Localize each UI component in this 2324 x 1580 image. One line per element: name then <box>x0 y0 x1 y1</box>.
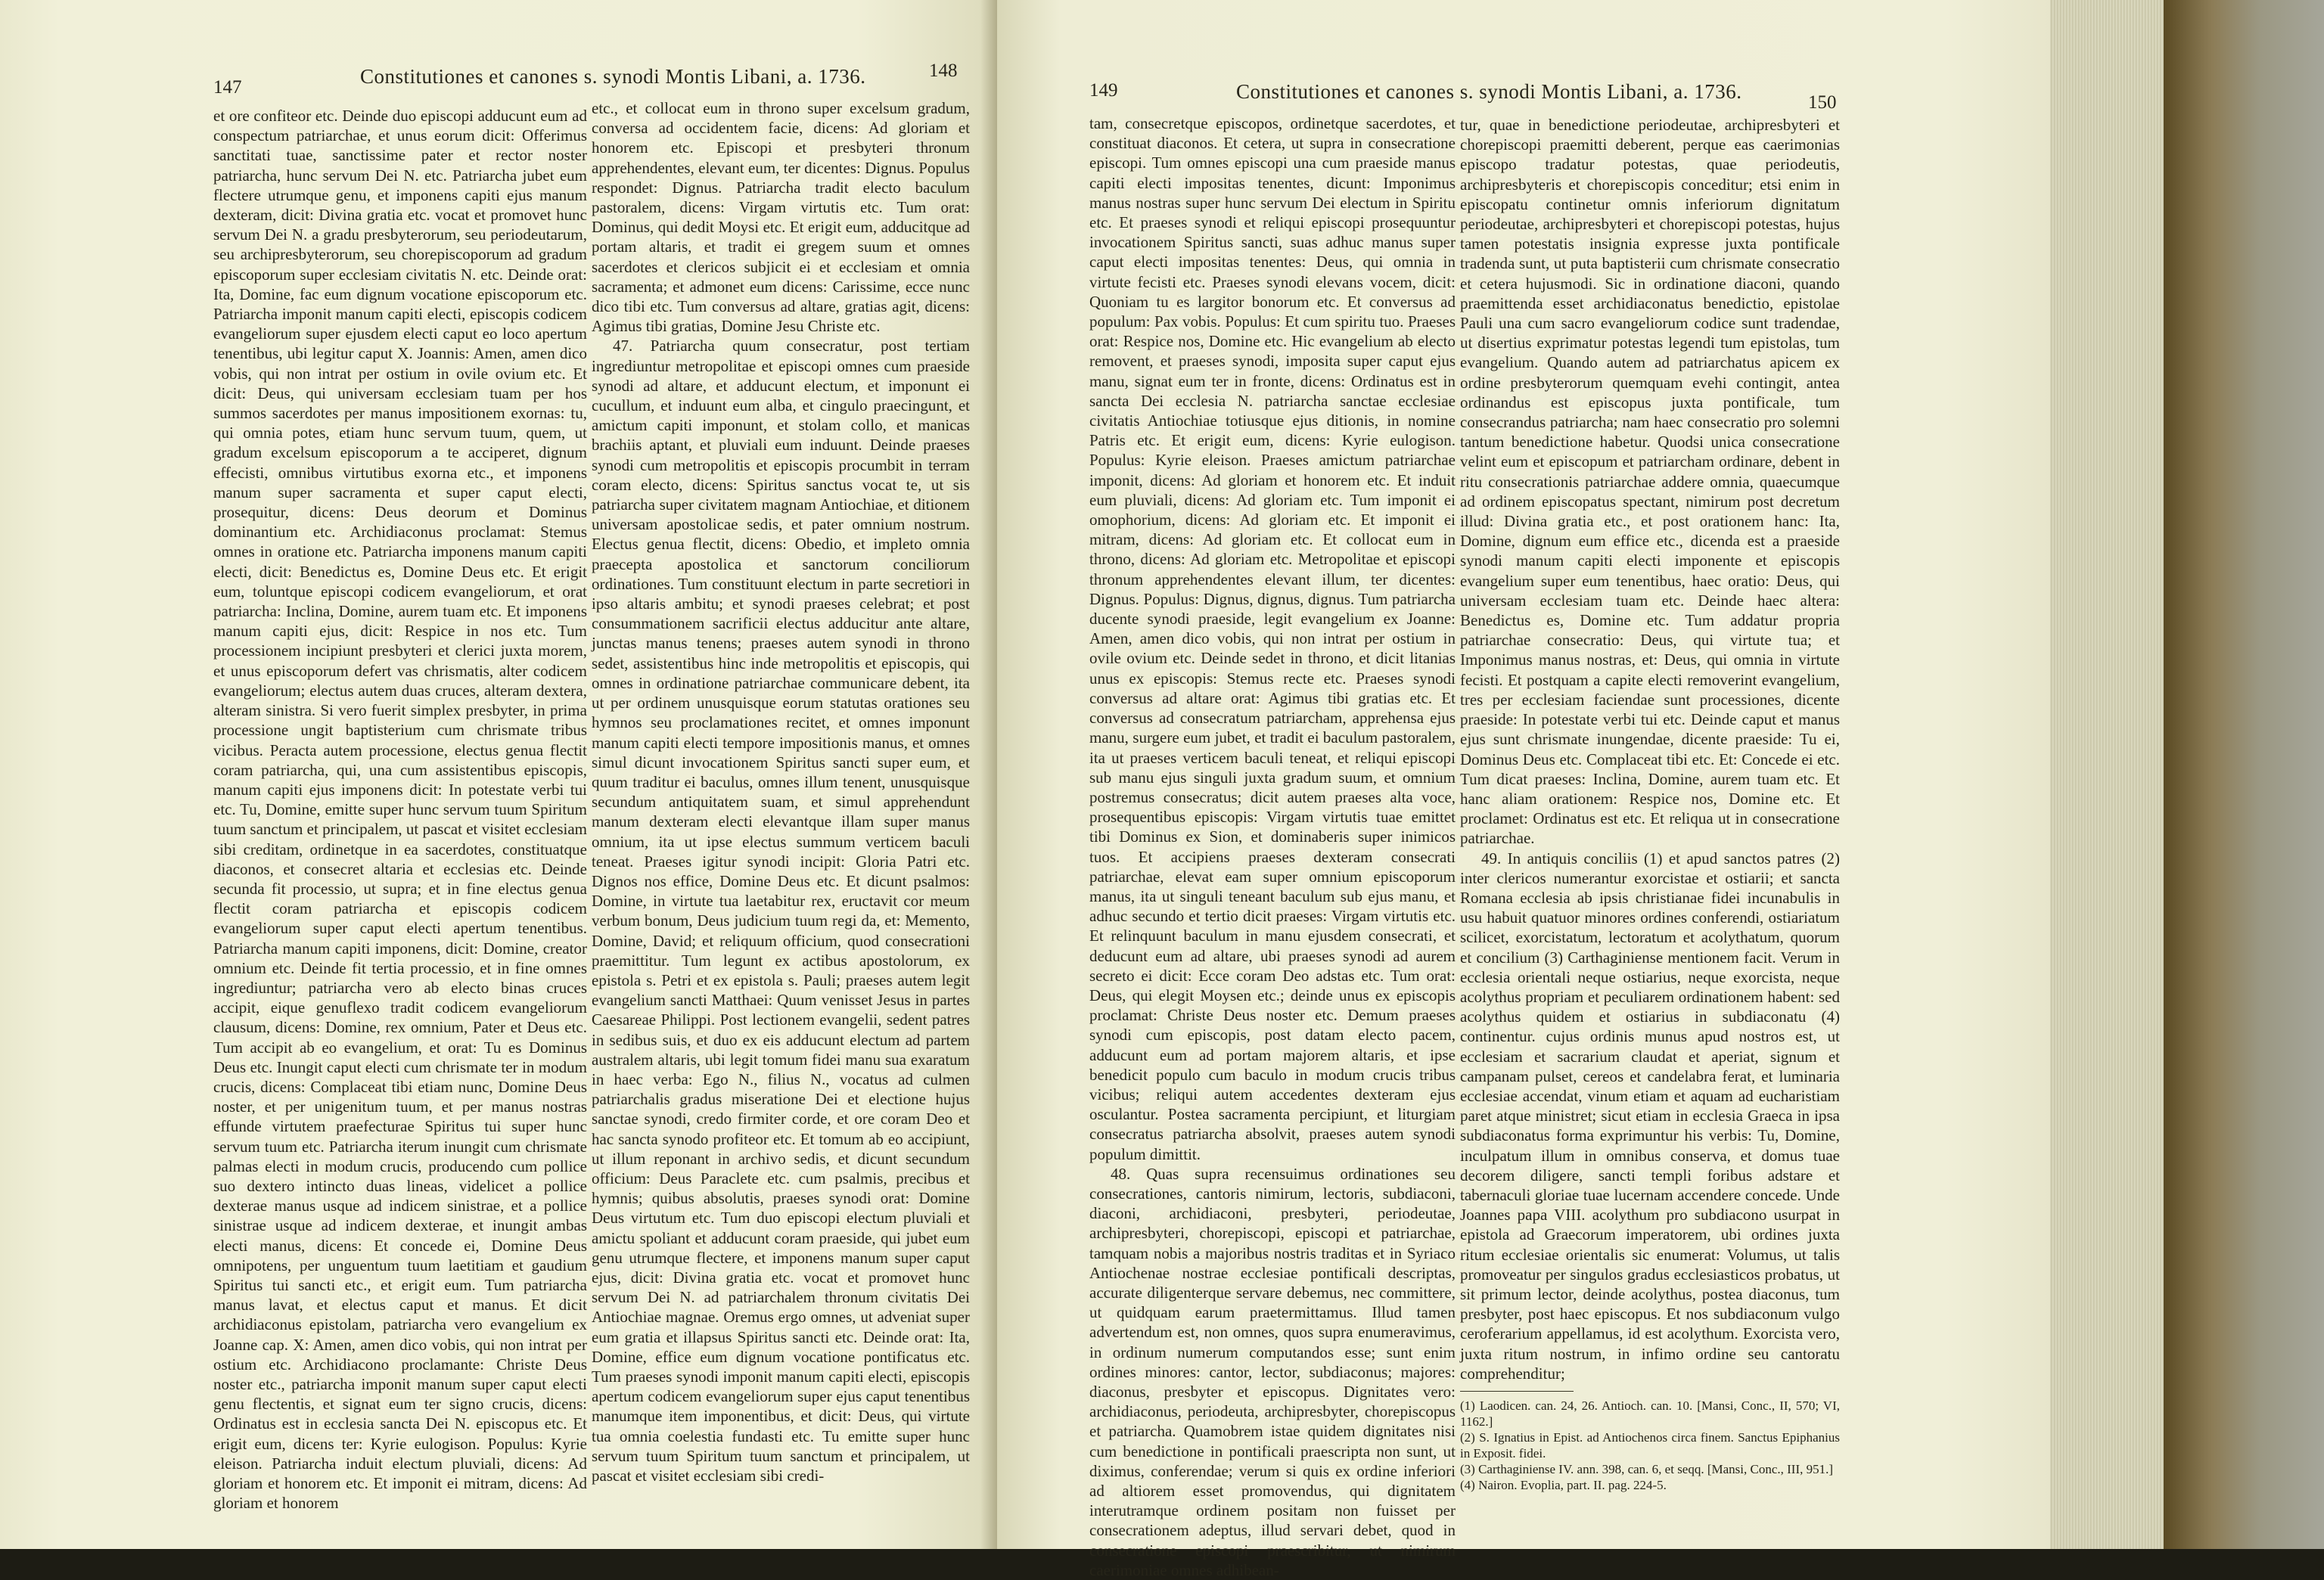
paragraph: 48. Quas supra recensuimus ordinationes seu consecrationes, cantoris nimirum, lectoris, subdiaconi, diaconi, archidiaconi, presbyteri, periodeutae, archipresbyteri, chorepiscopi, episcopi et patriarchae, tamquam nobis a majoribus nostris traditas et in Syriaco Antiochenae nostrae ecclesiae pontificali descriptas, accurate diligenterque servare debemus, nec committere, ut quidquam earum praetermittamus. Illud tamen advertendum est, non omnes, quos supra enumeravimus, in ordinum numerum computandos esse; sunt enim ordines minores: cantor, lector, subdiaconus; majores: diaconus, presbyter et episcopus. Dignitates vero: archidiaconus, periodeuta, archipresbyter, chorepiscopus et patriarcha. Quamobrem istae quidem dignitates nisi cum benedictione in pontificali praescripta non sunt, ut diximus, conferendae; verum si quis ex ordine inferiori ad altiorem esset promovendus, qui dignitatem interutramque ordinem positam non fuisset per consecrationem adeptus, illud servari debet, quod in consecratione episcopi praescribitur, ut nimirum caerimoniae omnes adhibean- <box>1089 1164 1456 1579</box>
page-number: 147 <box>213 77 242 98</box>
footnote: (4) Nairon. Evoplia, part. II. pag. 224-5. <box>1460 1478 1667 1492</box>
page-number: 150 <box>1808 92 1837 113</box>
footnote: (2) S. Ignatius in Epist. ad Antiochenos circa finem. Sanctus Epiphanius in Exposit. fidei. <box>1460 1430 1840 1460</box>
running-head: Constitutiones et canones s. synodi Montis Libani, a. 1736. <box>1236 80 1742 103</box>
book-cover <box>2164 0 2324 1549</box>
footnote: (3) Carthaginiense IV. ann. 398, can. 6, et seqq. [Mansi, Conc., III, 951.] <box>1460 1462 1834 1476</box>
page-number: 148 <box>929 61 958 81</box>
page-number: 149 <box>1089 80 1118 101</box>
page-edges <box>2050 0 2164 1549</box>
running-head: Constitutiones et canones s. synodi Montis Libani, a. 1736. <box>360 65 866 88</box>
right-page <box>997 0 2050 1579</box>
paragraph: et ore confiteor etc. Deinde duo episcopi adducunt eum ad conspectum patriarchae, et unus eorum dicit: Offerimus sanctitati tuae, sanctissime pater et rector noster patriarcha, hunc servum Dei N. etc. Patriarcha jubet eum flectere utrumque genu, et imponens capiti ejus manum dexteram, dicit: Divina gratia etc. vocat et promovet hunc servum Dei N. a gradu presbyterorum, seu periodeutarum, seu archipresbyterorum, seu chorepiscoporum ad gradum episcoporum super ecclesiam civitatis N. etc. Deinde orat: Ita, Domine, fac eum dignum vocatione episcoporum etc. Patriarcha imponit manum capiti electi, episcopis codicem evangeliorum super ejusdem electi caput eo loco apertum tenentibus, ubi legitur caput X. Joannis: Amen, amen dico vobis, qui non intrat per ostium in ovile ovium etc. Et dicit: Deus, qui universam ecclesiam tuam per hos summos sacerdotes per manus impositionem exornas: tu, qui omnia potes, etiam hunc servum tuum, quem, ut gradum excelsum episcoporum a te acciperet, dignum effecisti, omnibus virtutibus exorna etc., et imponens manum super sacramenta et super caput electi, prosequitur, dicens: Deus deorum et Dominus dominantium etc. Archidiaconus proclamat: Stemus omnes in oratione etc. Patriarcha imponens manum capiti electi, dicit: Benedictus es, Domine Deus etc. Et erigit eum, toluntque episcopi codicem evangeliorum, et orat patriarcha: Inclina, Domine, aurem tuam etc. Et imponens manum capiti ejus, dicit: Respice in nos etc. Tum processionem incipiunt presbyteri et clerici juxta morem, et unus episcoporum defert vas chrismatis, alter codicem evangeliorum; electus autem duas cruces, alteram dextera, alteram sinistra. Si vero fuerit simplex presbyter, in prima processione ungit baptisterium cum chrismate tribus vicibus. Peracta autem processione, electus genua flectit coram patriarcha, qui, una cum assistentibus episcopis, manum capiti ejus imponens dicit: In potestate verbi tui etc. Tu, Domine, emitte super hunc servum tuum Spiritum tuum sanctum et principalem, ut pascat et visitet ecclesiam sibi creditam, ordinetque in ea sacerdotes, constituatque diaconos, et consecret altaria et ecclesias etc. Deinde secunda fit processio, ut supra; et in fine electus genua flectit coram patriarcha et episcopis codicem evangeliorum super caput electi apertum tenentibus. Patriarcha manum capiti imponens, dicit: Domine, creator omnium etc. Deinde fit tertia processio, et in fine omnes ingrediuntur; patriarcha vero ab electo binas cruces accipit, eique genuflexo tradit codicem evangeliorum clausum, dicens: Domine, rex omnium, Pater et Deus etc. Tum accipit ab eo evangelium, et orat: Tu es Dominus Deus etc. Inungit caput electi cum chrismate ter in modum crucis, dicens: Complaceat tibi etiam nunc, Domine Deus noster, et per unigenitum tuum, et per manus nostras effunde virtutem praefecturae Spiritus tui super hunc servum tuum etc. Patriarcha iterum inungit cum chrismate palmas electi in modum crucis, producendo cum pollice suo dextero intincto duas lineas, videlicet a pollice dexterae manus usque ad indicem sinistrae, et a pollice sinistrae usque ad indicem dexterae, et inungit ambas electi manus, dicens: Et concede ei, Domine Deus omnipotens, per unguentum tuum laetitiam et gaudium Spiritus tui sancti etc., et erigit eum. Tum patriarcha manus lavat, et electus caput et manus. Et dicit archidiaconus epistolam, patriarcha vero evangelium ex Joanne cap. X: Amen, amen dico vobis, qui non intrat per ostium etc. Archidiacono proclamante: Christe Deus noster etc., patriarcha imponit manum super caput electi genu flectentis, et signat eum ter signo crucis, dicens: Ordinatus est in ecclesia sancta Dei N. episcopus etc. Et erigit eum, dicens ter: Kyrie eulogison. Populus: Kyrie eleison. Patriarcha induit electum pluviali, dicens: Ad gloriam et honorem etc. Et imponit ei mitram, dicens: Ad gloriam et honorem <box>213 107 587 1513</box>
text-column-left <box>213 106 587 1513</box>
footnote-divider <box>1460 1391 1574 1392</box>
paragraph: 47. Patriarcha quum consecratur, post tertiam ingrediuntur metropolitae et episcopi omnes cum praeside synodi ad altare, et adducunt electum, et imponunt ei cucullum, et induunt eum alba, et cingulo praecingunt, et amictum capiti imponunt, et stolam collo, et manicas brachiis aptant, et pluviali eum induunt. Deinde praeses synodi cum metropolitis et episcopis procumbit in terram coram electo, dicens: Spiritus sanctus vocat te, ut sis patriarcha super civitatem magnam Antiochiae, et ditionem universam apostolicae sedis, et pater omnium nostrum. Electus genua flectit, dicens: Obedio, et impleto omnia praecepta apostolica et sanctorum conciliorum ordinationes. Tum constituunt electum in parte secretiori in ipso altaris ambitu; et synodi praeses celebrat; et post consummationem sacrificii electus adducitur ante altare, junctas manus tenens; praeses autem synodi in throno sedet, assistentibus hinc inde metropolitis et episcopis, qui omnes in ordinatione patriarchae communicare debent, ita ut per ordinem unusquisque eorum statutas orationes seu hymnos seu proclamationes recitet, et omnes imponunt manum capiti electi tempore impositionis manus, et omnes simul dicunt invocationem Spiritus sancti super eum, et quum traditur ei baculus, omnes illum tenent, unusquisque secundum antiquitatem suam, et simul apprehendunt manum dexteram electi elevantque illam super manus omnium, ita ut ipse electus summum verticem baculi teneat. Praeses igitur synodi incipit: Gloria Patri etc. Dignos nos effice, Domine Deus etc. Et dicunt psalmos: Domine, in virtute tua laetabitur rex, eructavit cor meum verbum bonum, Deus judicium tuum regi da, et: Memento, Domine, David; et reliquum officium, quod consecrationi praemittitur. Tum legunt ex actibus apostolorum, ex epistola s. Petri et ex epistola s. Pauli; praeses autem legit evangelium sancti Matthaei: Quum venisset Jesus in partes Caesareae Philippi. Post lectionem evangelii, sedent patres in sedibus suis, et duo ex eis adducunt electum ad partem australem altaris, ubi legit tomum fidei manu sua exaratum in haec verba: Ego N., filius N., vocatus ad culmen patriarchalis gradus miseratione Dei et electione hujus sanctae synodi, credo firmiter corde, et ore coram Deo et hac sancta synodo profiteor etc. Et tomum ab eo accipiunt, ut illum reponant in archivo sedis, et dicunt secundum officium: Deus Paraclete etc. cum psalmis, precibus et hymnis; quibus absolutis, praeses synodi orat: Domine Deus virtutum etc. Tum duo episcopi electum pluviali et amictu spoliant et adducunt coram praeside, qui jubet eum genu utrumque flectere, et imponens manum super caput ejus, dicit: Divina gratia etc. vocat et promovet hunc servum Dei N. ad patriarchalem thronum civitatis Dei Antiochiae magnae. Oremus ergo omnes, ut adveniat super eum gratia et illapsus Spiritus sancti etc. Deinde orat: Ita, Domine, effice eum dignum vocatione pontificatus etc. Tum praeses synodi imponit manum capiti electi, episcopis apertum codicem evangeliorum super ejus caput tenentibus manumque item imponentibus, et dicit: Deus, qui virtute tua omnia coelestia fundasti etc. Tu emitte super hunc servum tuum Spiritum tuum sanctum et principalem, ut pascat et visitet ecclesiam sibi credi- <box>592 337 970 1485</box>
left-page <box>0 0 997 1549</box>
paragraph: tam, consecretque episcopos, ordinetque sacerdotes, et constituat diaconos. Et cetera, ut supra in consecratione episcopi. Tum omnes episcopi una cum praeside manus capiti electi impositas tenentes, dicunt: Imponimus manus nostras super hunc servum Dei electum in Spiritu etc. Et praeses synodi et reliqui episcopi prosequuntur invocationem Spiritus sancti, suas adhuc manus super caput electi impositas tenentes: Deus, qui omnia in virtute fecisti etc. Praeses synodi elevans vocem, dicit: Quoniam tu es largitor bonorum etc. Et conversus ad populum: Pax vobis. Populus: Et cum spiritu tuo. Praeses orat: Respice nos, Domine etc. Hic evangelium ab electo removent, et praeses synodi, imposita super caput ejus manu, signat eum ter in fronte, dicens: Ordinatus est in sancta Dei ecclesia N. patriarcha sanctae ecclesiae civitatis Antiochiae totiusque ejus ditionis, in nomine Patris etc. Et erigit eum, dicens: Kyrie eulogison. Populus: Kyrie eleison. Praeses amictum patriarchae imponit, dicens: Ad gloriam et honorem etc. Et induit eum pluviali, dicens: Ad gloriam etc. Tum imponit ei omophorium, dicens: Ad gloriam etc. Et imponit ei mitram, dicens: Ad gloriam etc. Et collocat eum in throno, dicens: Ad gloriam etc. Metropolitae et episcopi thronum apprehendentes elevant illum, ter dicentes: Dignus. Populus: Dignus, dignus, dignus. Tum patriarcha ducente synodi praeside, legit evangelium ex Joanne: Amen, amen dico vobis, qui non intrat per ostium in ovile ovium etc. Deinde sedet in throno, et dicit litanias unus ex episcopis: Stemus recte etc. Praeses synodi conversus ad altare orat: Agimus tibi gratias etc. Et conversus ad consecratum patriarcham, apprehensa ejus manu, surgere eum jubet, et tradit ei baculum pastoralem, ita ut praeses verticem baculi teneat, et reliqui episcopi sub manu ejus singuli juxta gradum suum, et omnium postremus consecratus; dicit autem praeses alta voce, prosequentibus episcopis: Virgam virtutis tuae emittet tibi Dominus ex Sion, et dominaberis super inimicos tuos. Et accipiens praeses dexteram consecrati patriarchae, elevat eam super omnium episcoporum manus, ita ut singuli teneant baculum sub ejus manu, et adhuc secundo et tertio dicit praeses: Virgam virtutis etc. Et relinquunt baculum in manu ejusdem consecrati, et deducunt eum ad altare, ubi praeses synodi ad aurem secreto ei dicit: Ecce coram Deo adstas etc. Tum orat: Deus, qui elegit Moysen etc.; deinde unus ex episcopis proclamat: Christe Deus noster etc. Demum praeses synodi cum episcopis, post datam electo pacem, adducunt eum ad portam majorem altaris, et ipse benedicit populo cum baculo in modum crucis tribus vicibus; reliqui autem accedentes dexteram ejus osculantur. Postea sacramenta percipiunt, et liturgiam consecratus patriarcha absolvit, praeses autem synodi populum dimittit. <box>1089 114 1456 1163</box>
paragraph: etc., et collocat eum in throno super excelsum gradum, conversa ad occidentem facie, dicens: Ad gloriam et honorem etc. Episcopi et presbyteri thronum apprehendentes, elevant eum, ter dicentes: Dignus. Populus respondet: Dignus. Patriarcha tradit electo baculum pastoralem, dicens: Virgam virtutis etc. Tum orat: Dominus, qui dedit Moysi etc. Et erigit eum, adducitque ad portam altaris, et tradit ei gregem suum et omnes sacerdotes et clericos subjicit ei et ecclesiam et omnia sacramenta; et admonet eum dicens: Carissime, ecce nunc dico tibi etc. Tum conversus ad altare, gratias agit, dicens: Agimus tibi gratias, Domine Jesu Christe etc. <box>592 99 970 336</box>
paragraph: tur, quae in benedictione periodeutae, archipresbyteri et chorepiscopi praemitti deberent, perque eas caerimonias episcopo tradatur potestas, quae periodeutis, archipresbyteris et chorepiscopis conceditur; etsi enim in episcopatu continetur omnis inferiorum dignitatum periodeutae, archipresbyteri et chorepiscopi potestas, hujus tamen potestatis insignia expresse juxta pontificale tradenda sunt, ut puta baptisterii cum chrismate consecratio et cetera hujusmodi. Sic in ordinatione diaconi, quando praemittenda esset archidiaconatus benedictio, epistolae Pauli una cum sacro evangeliorum codice sunt tradendae, ut disertius exprimatur potestas legendi tum epistolas, tum evangelium. Quando autem ad patriarchatus apicem ex ordine presbyterorum quemquam evehi contingit, antea ordinandus est episcopus juxta pontificale, tum consecrandus patriarcha; nam haec consecratio pro solemni tantum benedictione habetur. Quodsi unica consecratione velint eum et episcopum et patriarcham ordinare, debent in ritu consecrationis patriarchae addere omnia, quaecumque ad ordinem episcopatus spectant, nimirum post decretum illud: Divina gratia etc., et post orationem hanc: Ita, Domine, dignum eum effice etc., dicenda est a praeside synodi manum capiti electi imponente et episcopis evangelium super eum tenentibus, haec oratio: Deus, qui universam ecclesiam tuam etc. Deinde haec altera: Benedictus es, Domine etc. Tum addatur propria patriarchae consecratio: Deus, qui virtute tua; et Imponimus manus nostras, et: Deus, qui omnia in virtute fecisti. Et postquam a capite electi removerint evangelium, tres per ecclesiam faciendae sunt processiones, dicente praeside: In potestate verbi tui etc. Deinde caput et manus ejus sunt chrismate inungendae, dicente praeside: Tu ei, Dominus Deus etc. Complaceat tibi etc. Et: Concede ei etc. Tum dicat praeses: Inclina, Domine, aurem tuam etc. Et hanc aliam orationem: Respice nos, Domine etc. Et proclamet: Ordinatus est etc. Et reliqua ut in consecratione patriarchae. <box>1460 116 1840 848</box>
footnotes <box>1460 1398 1840 1493</box>
text-column-right <box>1460 115 1840 1492</box>
text-column-right <box>592 98 970 1498</box>
text-column-left <box>1089 113 1456 1579</box>
footnote: (1) Laodicen. can. 24, 26. Antioch. can. 10. [Mansi, Conc., II, 570; VI, 1162.] <box>1460 1398 1840 1429</box>
paragraph: 49. In antiquis conciliis (1) et apud sanctos patres (2) inter clericos numerantur exorcistae et ostiarii; et sancta Romana ecclesia ab ipsis christianae fidei incunabulis in usu habuit quatuor minores ordines conferendi, ostiariatum scilicet, exorcistatum, lectoratum et acolythatum, quorum et concilium (3) Carthaginiense mentionem facit. Verum in ecclesia orientali neque ostiarius, neque exorcista, neque acolythus propriam et peculiarem ordinationem habent: sed acolythus quidem et ostiarius in subdiaconatu (4) continentur. cujus ordinis munus apud nostros est, ut ecclesiam et sacrarium claudat et aperiat, signum et campanam pulset, cereos et candelabra ferat, et luminaria ecclesiae accendat, vinum etiam et aquam ad eucharistiam paret atque ministret; sicut etiam in ecclesia Graeca in ipsa subdiaconatus forma exprimuntur his verbis: Tu, Domine, inculpatum illum in omnibus conserva, et domus tuae decorem diligere, sancti templi foribus adstare et tabernaculi gloriae tuae lucernam accendere concede. Unde Joannes papa VIII. acolythum pro subdiacono usurpat in epistola ad Graecorum imperatorem, ubi ordines juxta ritum ecclesiae orientalis sic enumerat: Volumus, ut talis promoveatur per singulos gradus ecclesiasticos probatus, ut sit primum lector, deinde acolythus, postea diaconus, tum presbyter, post haec episcopus. Et nos subdiaconum vulgo ceroferarium appellamus, id est acolythum. Exorcista vero, juxta ritum nostrum, in infimo ordine seu cantoratu comprehenditur; <box>1460 849 1840 1383</box>
